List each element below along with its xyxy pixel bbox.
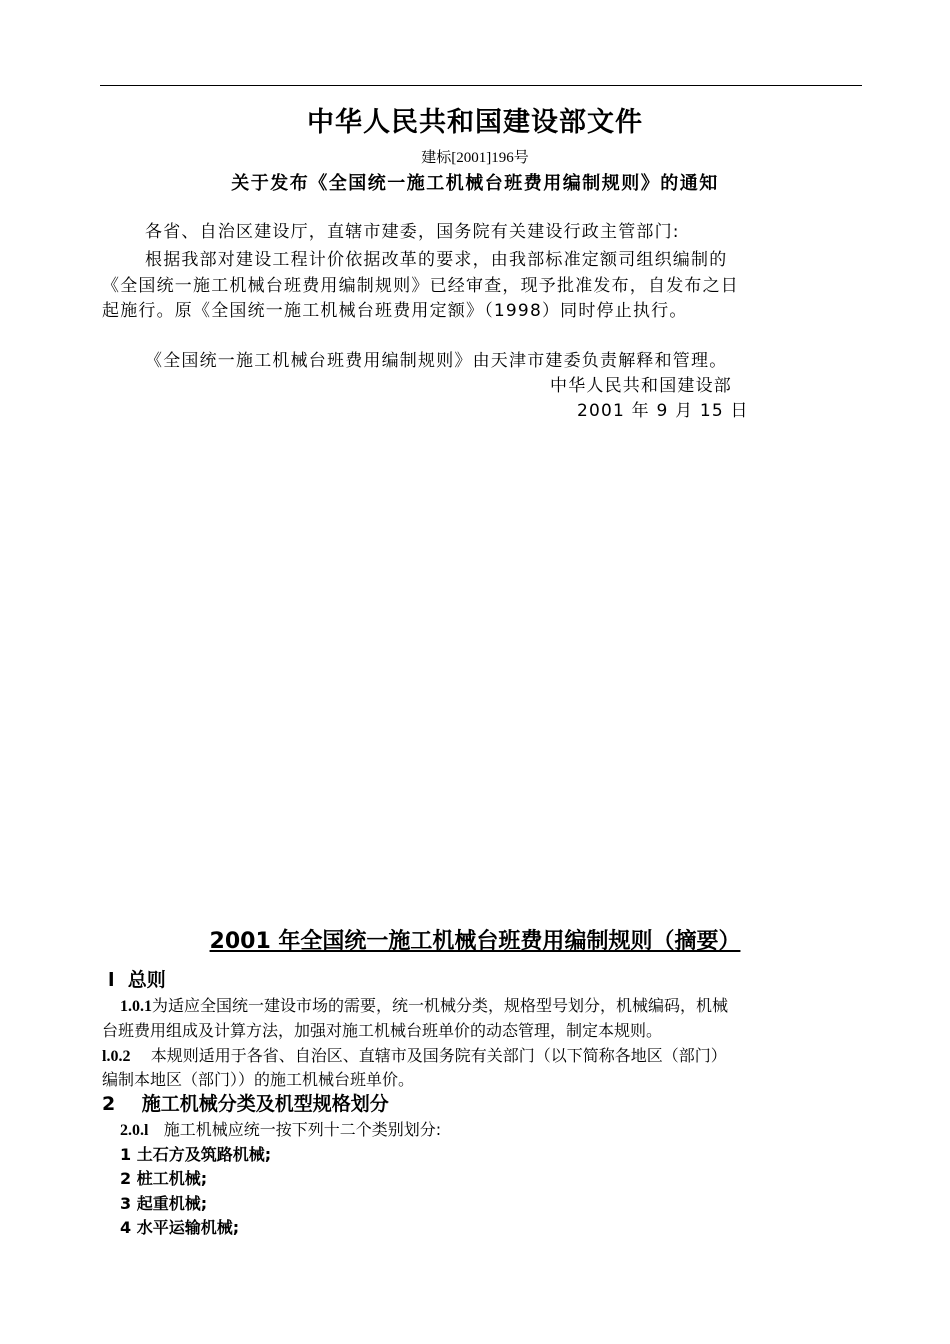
list-item: 1 土石方及筑路机械; — [120, 1145, 272, 1164]
section-number: l — [108, 969, 115, 991]
list-item: 3 起重机械; — [120, 1194, 208, 1213]
notice-paragraph-line: 根据我部对建设工程计价依据改革的要求，由我部标准定额司组织编制的 — [145, 250, 728, 270]
signer: 中华人民共和国建设部 — [550, 376, 732, 396]
document-title: 中华人民共和国建设部文件 — [307, 107, 643, 138]
notice-paragraph: 《全国统一施工机械台班费用编制规则》由天津市建委负责解释和管理。 — [145, 351, 728, 371]
notice-subtitle: 关于发布《全国统一施工机械台班费用编制规则》的通知 — [231, 173, 719, 194]
clause-number: 2.0.l — [120, 1122, 149, 1139]
list-item: 4 水平运输机械; — [120, 1218, 240, 1237]
rules-title: 2001 年全国统一施工机械台班费用编制规则（摘要） — [209, 929, 741, 954]
clause-text: 为适应全国统一建设市场的需要，统一机械分类，规格型号划分，机械编码，机械 — [152, 996, 729, 1015]
section-title: 总则 — [127, 969, 166, 991]
clause-line: 台班费用组成及计算方法，加强对施工机械台班单价的动态管理，制定本规则。 — [102, 1021, 663, 1040]
notice-paragraph-line: 《全国统一施工机械台班费用编制规则》已经审查，现予批准发布，自发布之日 — [102, 276, 739, 296]
clause-text: 施工机械应统一按下列十二个类别划分: — [163, 1120, 442, 1139]
section-title: 施工机械分类及机型规格划分 — [141, 1093, 389, 1115]
header-rule — [100, 85, 862, 86]
clause-number: l.0.2 — [102, 1048, 131, 1065]
clause-line: 编制本地区（部门））的施工机械台班单价。 — [102, 1070, 415, 1089]
signing-date: 2001 年 9 月 15 日 — [577, 401, 749, 421]
clause-number: 1.0.1 — [120, 998, 152, 1015]
section-heading — [108, 965, 166, 992]
section-heading — [102, 1089, 389, 1116]
clause-line — [102, 1043, 727, 1066]
clause-line — [120, 993, 728, 1016]
clause-text: 本规则适用于各省、自治区、直辖市及国务院有关部门（以下简称各地区（部门） — [150, 1046, 727, 1065]
list-item: 2 桩工机械; — [120, 1169, 208, 1188]
clause-line — [120, 1117, 441, 1140]
section-number: 2 — [102, 1093, 116, 1115]
document-number: 建标[2001]196号 — [421, 150, 529, 166]
addressee: 各省、自治区建设厅，直辖市建委，国务院有关建设行政主管部门: — [145, 222, 680, 242]
notice-paragraph-line: 起施行。原《全国统一施工机械台班费用定额》（1998）同时停止执行。 — [102, 301, 688, 321]
